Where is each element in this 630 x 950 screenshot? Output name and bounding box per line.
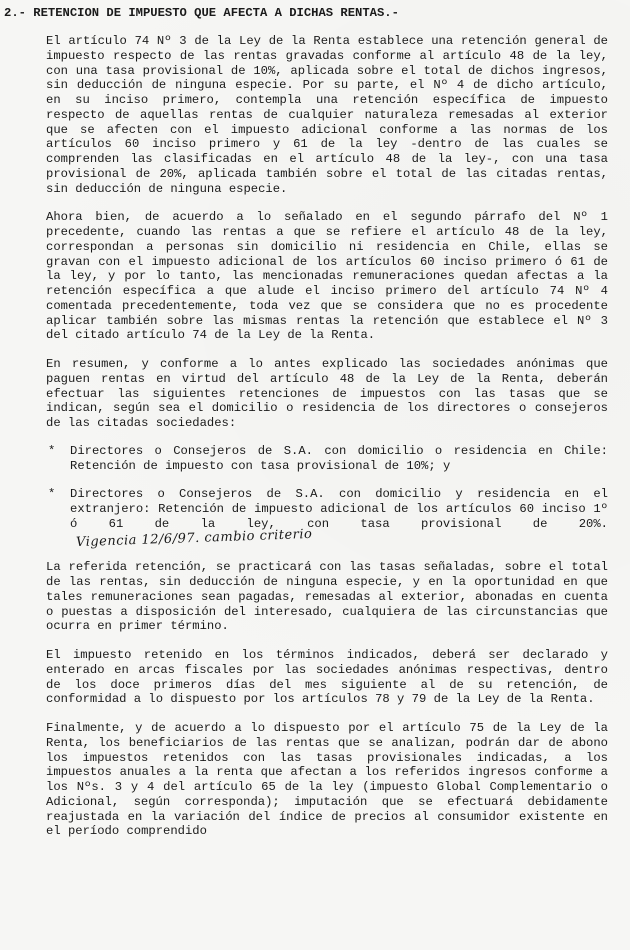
list-item (46, 487, 608, 550)
paragraph-3: En resumen, y conforme a lo antes explicado las sociedades anónimas que paguen rentas en virtud del artículo 48 de la Ley de la Renta, deberán efectuar las siguientes retenciones de impuestos con las tasas que se indican, según sea el domicilio o residencia de los directores o consejeros de las citadas sociedades: (46, 357, 608, 430)
list-item-text: Directores o Consejeros de S.A. con domicilio o residencia en Chile: Retención de impuesto con tasa provisional de 10%; y (70, 443, 608, 473)
handwritten-annotation: Vigencia 12/6/97. cambio criterio (75, 526, 313, 550)
paragraph-2: Ahora bien, de acuerdo a lo señalado en el segundo párrafo del Nº 1 precedente, cuando las rentas a que se refiere el artículo 48 de la ley, correspondan a personas sin domicilio ni residencia en Chile, ellas se gravan con el impuesto adicional de los artículos 60 inciso primero ó 61 de la ley, y por lo tanto, las mencionadas remuneraciones quedan afectas a la retención específica a que alude el inciso primero del artículo 74 Nº 4 comentada precedentemente, toda vez que se considera que no es procedente aplicar también sobre las mismas rentas la retención que establece el Nº 3 del citado artículo 74 de la Ley de la Renta. (46, 210, 608, 343)
paragraph-5: El impuesto retenido en los términos indicados, deberá ser declarado y enterado en arcas fiscales por las sociedades anónimas respectivas, dentro de los doce primeros días del mes siguiente al de su retención, de conformidad a lo dispuesto por los artículos 78 y 79 de la Ley de la Renta. (46, 648, 608, 707)
paragraph-6: Finalmente, y de acuerdo a lo dispuesto por el artículo 75 de la Ley de la Renta, los beneficiarios de las rentas que se analizan, podrán dar de abono los impuestos retenidos con las tasas provisionales indicadas, a los impuestos anuales a la renta que afectan a los referidos ingresos conforme a los Nºs. 3 y 4 del artículo 65 de la ley (impuesto Global Complementario o Adicional, según corresponda); imputación que se efectuará debidamente reajustada en la variación del índice de precios al consumidor existente en el período comprendido (46, 721, 608, 839)
paragraph-4: La referida retención, se practicará con las tasas señaladas, sobre el total de las rentas, sin deducción de ninguna especie, y en la oportunidad en que tales remuneraciones sean pagadas, remesadas al exterior, abonadas en cuenta o puestas a disposición del interesado, cualquiera de las circunstancias que ocurra en primer término. (46, 560, 608, 634)
bullet-marker: * (48, 487, 56, 502)
section-heading: 2.- RETENCION DE IMPUESTO QUE AFECTA A DICHAS RENTAS.- (4, 6, 399, 20)
bullet-marker: * (48, 443, 56, 458)
list-item-text: Directores o Consejeros de S.A. con domicilio y residencia en el extranjero: Retención de impuesto adicional de los artículos 60 inciso 1º ó 61 de la ley, con tasa provisional de 20%. (70, 487, 608, 531)
list-item (46, 444, 608, 474)
paragraph-1: El artículo 74 Nº 3 de la Ley de la Renta establece una retención general de impuesto respecto de las rentas gravadas conforme al artículo 48 de la ley, con una tasa provisional de 10%, aplicada sobre el total de dichos ingresos, sin deducción de ninguna especie. Por su parte, el Nº 4 de dicho artículo, en su inciso primero, contempla una retención específica de impuesto respecto de aquellas rentas de cualquier naturaleza remesadas al exterior que se afecten con el impuesto adicional conforme a las normas de los artículos 60 inciso primero y 61 de la ley -dentro de las cuales se comprenden las clasificadas en el artículo 48 de la ley-, con una tasa provisional de 20%, aplicada también sobre el total de las citadas rentas, sin deducción de ninguna especie. (46, 34, 608, 196)
retention-list (46, 443, 608, 550)
